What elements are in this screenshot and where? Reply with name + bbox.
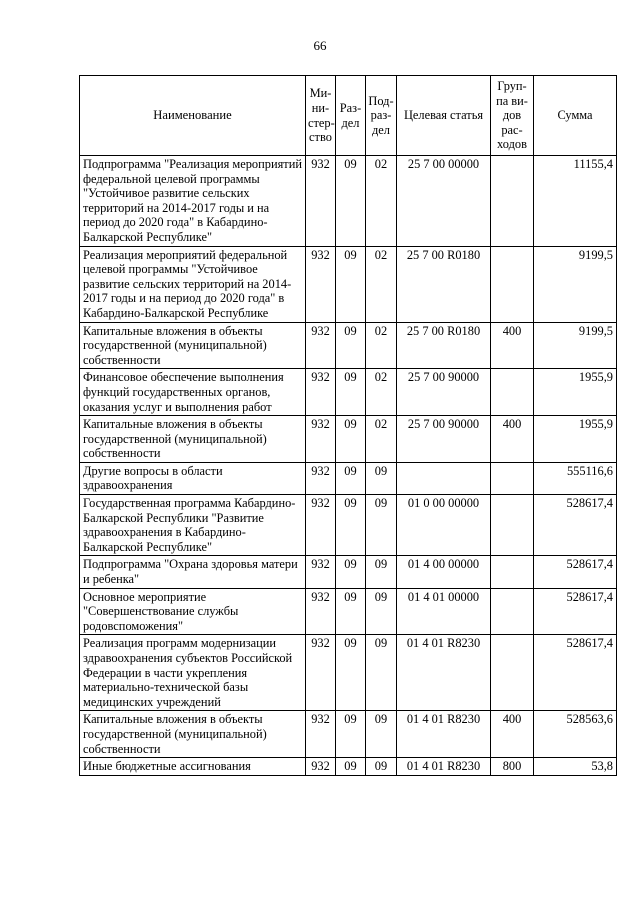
cell-sum: 1955,9 [534,416,617,463]
cell-subsection: 09 [366,588,397,635]
cell-target: 25 7 00 90000 [397,369,491,416]
cell-subsection: 09 [366,711,397,758]
cell-target: 01 4 01 R8230 [397,711,491,758]
cell-target: 01 4 01 R8230 [397,635,491,711]
cell-subsection: 02 [366,322,397,369]
cell-expense-group: 400 [491,322,534,369]
table-row [80,588,617,635]
cell-expense-group: 800 [491,758,534,776]
cell-ministry: 932 [306,416,336,463]
cell-target: 25 7 00 R0180 [397,322,491,369]
cell-target: 01 0 00 00000 [397,495,491,556]
cell-expense-group: 400 [491,711,534,758]
page-number: 66 [313,38,327,53]
cell-expense-group [491,588,534,635]
cell-ministry: 932 [306,556,336,588]
cell-ministry: 932 [306,322,336,369]
table-row [80,156,617,247]
header-row [80,76,617,156]
header-target: Целевая статья [397,76,491,156]
cell-expense-group [491,156,534,247]
cell-name: Государственная программа Кабардино-Балкарской Республики "Развитие здравоохранения в Кабардино-Балкарской Республике" [80,495,306,556]
cell-name: Капитальные вложения в объекты государственной (муниципальной) собственности [80,416,306,463]
cell-section: 09 [336,635,366,711]
cell-ministry: 932 [306,495,336,556]
cell-section: 09 [336,246,366,322]
cell-target: 01 4 00 00000 [397,556,491,588]
cell-ministry: 932 [306,635,336,711]
cell-name: Финансовое обеспечение выполнения функций государственных органов, оказания услуг и выполнения работ [80,369,306,416]
cell-target: 01 4 01 R8230 [397,758,491,776]
cell-name: Подпрограмма "Охрана здоровья матери и ребенка" [80,556,306,588]
table-row [80,556,617,588]
cell-section: 09 [336,588,366,635]
table-row [80,462,617,494]
cell-subsection: 09 [366,635,397,711]
cell-sum: 528617,4 [534,635,617,711]
table-row [80,246,617,322]
header-section: Раз-дел [336,76,366,156]
cell-expense-group [491,462,534,494]
cell-section: 09 [336,711,366,758]
table-row [80,758,617,776]
cell-subsection: 09 [366,556,397,588]
cell-ministry: 932 [306,156,336,247]
header-name: Наименование [80,76,306,156]
header-subsection: Под-раз-дел [366,76,397,156]
cell-name: Капитальные вложения в объекты государственной (муниципальной) собственности [80,322,306,369]
table-row [80,416,617,463]
cell-expense-group [491,369,534,416]
cell-sum: 11155,4 [534,156,617,247]
cell-subsection: 02 [366,369,397,416]
cell-section: 09 [336,758,366,776]
cell-subsection: 02 [366,246,397,322]
cell-name: Другие вопросы в области здравоохранения [80,462,306,494]
cell-sum: 53,8 [534,758,617,776]
cell-name: Реализация программ модернизации здравоохранения субъектов Российской Федерации в части укрепления материально-технической базы медицинских учреждений [80,635,306,711]
cell-ministry: 932 [306,462,336,494]
cell-sum: 9199,5 [534,246,617,322]
cell-ministry: 932 [306,711,336,758]
cell-ministry: 932 [306,758,336,776]
cell-expense-group [491,246,534,322]
header-expense-group: Груп-па ви-дов рас-ходов [491,76,534,156]
cell-sum: 528563,6 [534,711,617,758]
cell-sum: 528617,4 [534,556,617,588]
cell-target: 25 7 00 90000 [397,416,491,463]
cell-name: Иные бюджетные ассигнования [80,758,306,776]
cell-expense-group: 400 [491,416,534,463]
cell-name: Реализация мероприятий федеральной целевой программы "Устойчивое развитие сельских территорий на 2014-2017 годы и на период до 2020 года" в Кабардино-Балкарской Республике [80,246,306,322]
cell-sum: 555116,6 [534,462,617,494]
cell-section: 09 [336,556,366,588]
cell-section: 09 [336,495,366,556]
cell-target: 01 4 01 00000 [397,588,491,635]
table-row [80,711,617,758]
budget-table [79,75,617,776]
header-sum: Сумма [534,76,617,156]
cell-target [397,462,491,494]
cell-expense-group [491,556,534,588]
cell-subsection: 02 [366,156,397,247]
cell-subsection: 09 [366,758,397,776]
cell-ministry: 932 [306,369,336,416]
header-ministry: Ми-ни-стер-ство [306,76,336,156]
cell-subsection: 09 [366,495,397,556]
table-row [80,322,617,369]
cell-sum: 1955,9 [534,369,617,416]
cell-subsection: 02 [366,416,397,463]
cell-section: 09 [336,322,366,369]
cell-sum: 528617,4 [534,495,617,556]
cell-section: 09 [336,462,366,494]
cell-sum: 9199,5 [534,322,617,369]
cell-sum: 528617,4 [534,588,617,635]
cell-target: 25 7 00 00000 [397,156,491,247]
cell-name: Подпрограмма "Реализация мероприятий федеральной целевой программы "Устойчивое развитие сельских территорий на 2014-2017 годы и на период до 2020 года" в Кабардино-Балкарской Республике" [80,156,306,247]
table-body [80,156,617,776]
cell-ministry: 932 [306,588,336,635]
cell-subsection: 09 [366,462,397,494]
cell-section: 09 [336,369,366,416]
cell-expense-group [491,495,534,556]
cell-target: 25 7 00 R0180 [397,246,491,322]
cell-ministry: 932 [306,246,336,322]
cell-section: 09 [336,416,366,463]
table-row [80,635,617,711]
cell-name: Основное мероприятие "Совершенствование службы родовспоможения" [80,588,306,635]
cell-expense-group [491,635,534,711]
cell-name: Капитальные вложения в объекты государственной (муниципальной) собственности [80,711,306,758]
table-row [80,495,617,556]
cell-section: 09 [336,156,366,247]
table-row [80,369,617,416]
